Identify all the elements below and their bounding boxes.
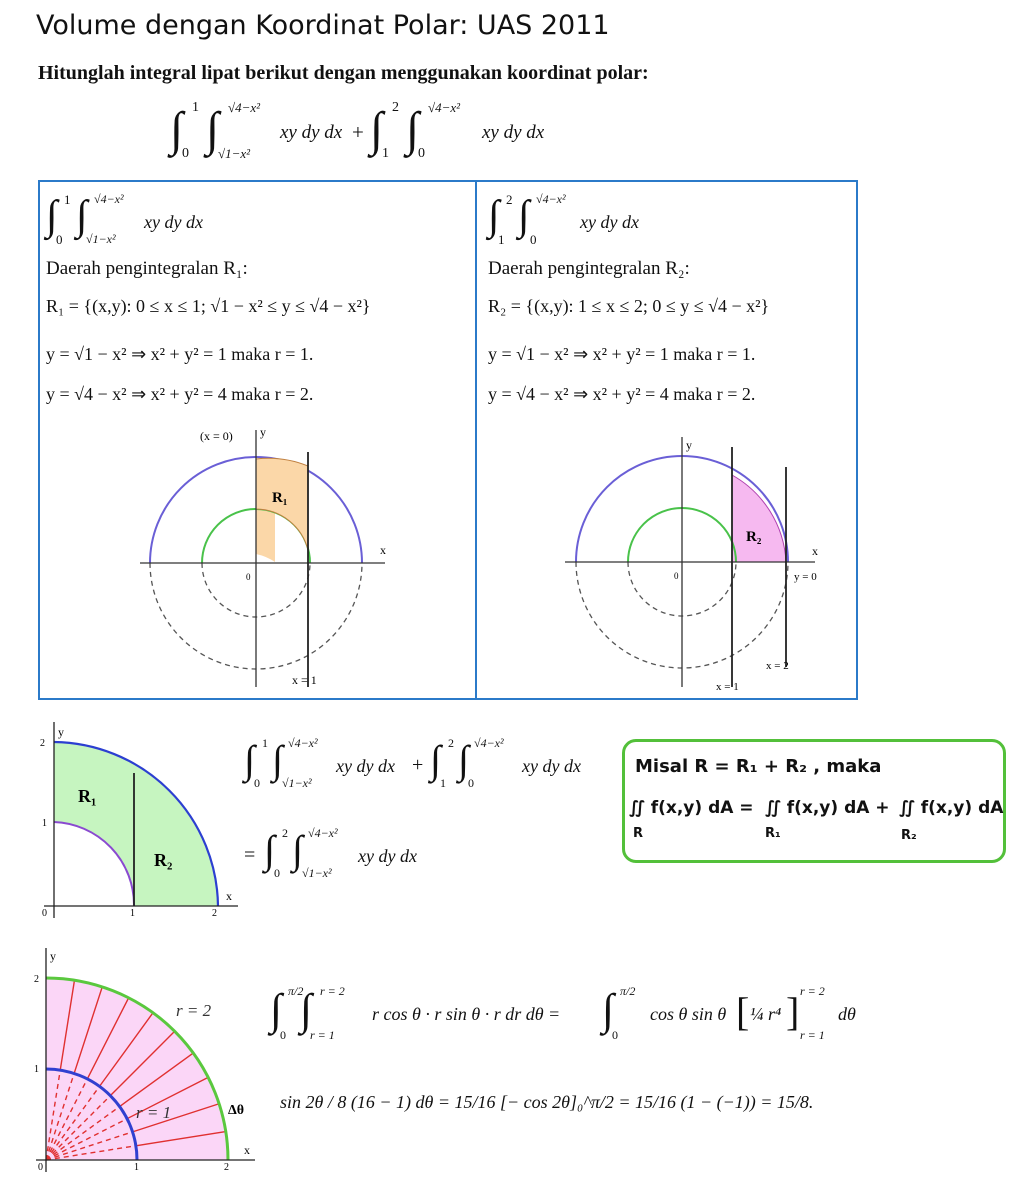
box-divider [475, 182, 477, 698]
integrand: xy dy dx [280, 122, 343, 143]
svg-text:2: 2 [34, 974, 39, 985]
axis-x: x [380, 543, 386, 557]
left-region-heading: Daerah pengintegralan R₁: [46, 258, 248, 279]
polar-graph [30, 944, 260, 1174]
axis-x: x [244, 1143, 250, 1157]
integral-sign-icon: ∫ [370, 103, 384, 156]
right-integral: ∫ 2 1 ∫ √4−x² 0 xy dy dx [488, 192, 639, 247]
integral-sign-icon: ∫ [206, 103, 220, 156]
svg-text:0: 0 [38, 1162, 43, 1173]
svg-text:1: 1 [134, 1162, 139, 1173]
svg-text:1: 1 [34, 1064, 39, 1075]
note-mid: ∬ f(x,y) dA + [765, 798, 890, 818]
page-title: Volume dengan Koordinat Polar: UAS 2011 [36, 10, 610, 41]
region-r1-label: R₁ [272, 490, 288, 506]
note-lhs: ∬ f(x,y) dA = [629, 798, 754, 818]
y0-label: y = 0 [794, 571, 817, 583]
origin: 0 [674, 571, 679, 581]
limit: 1 [382, 146, 389, 161]
axis-x: x [812, 544, 818, 558]
svg-text:1: 1 [42, 818, 47, 829]
origin: 0 [246, 572, 251, 582]
integral-sign-icon: ∫ [406, 103, 420, 156]
limit: 2 [392, 100, 399, 115]
combined-graph [30, 718, 245, 918]
limit: 0 [182, 146, 189, 161]
left-integral: ∫ 1 0 ∫ √4−x² √1−x² xy dy dx [46, 192, 203, 247]
regions-box [38, 180, 858, 700]
r2-label: r = 2 [176, 1001, 212, 1020]
limit: 0 [418, 146, 425, 161]
polar-eq1: ∫ π/2 0 ∫ r = 2 r = 1 r cos θ · r sin θ · r dr dθ = ∫ π/2 0 cos θ sin θ [ ¼ r⁴ ] r = 2 r = 1 dθ [270, 984, 856, 1042]
right-graph [510, 437, 830, 695]
r1-label: r = 1 [136, 1103, 172, 1122]
svg-text:2: 2 [224, 1162, 229, 1173]
integrand: xy dy dx [482, 122, 545, 143]
svg-text:2: 2 [40, 738, 45, 749]
right-line1: y = √1 − x² ⇒ x² + y² = 1 maka r = 1. [488, 344, 756, 364]
line-x2-label: x = 2 [766, 660, 789, 672]
note-line1: Misal R = R₁ + R₂ , maka [635, 756, 882, 777]
svg-text:2: 2 [212, 908, 217, 918]
combined-eq1: ∫ 1 0 ∫ √4−x² √1−x² xy dy dx + ∫ 2 1 ∫ √4−x² 0 xy dy dx [244, 736, 581, 790]
axis-y: y [260, 425, 266, 439]
limit: 1 [192, 100, 199, 115]
left-line1: y = √1 − x² ⇒ x² + y² = 1 maka r = 1. [46, 344, 314, 364]
line-x1-label: x = 1 [292, 673, 317, 687]
region-r2-label: R₂ [746, 529, 762, 545]
left-region-def: R₁ = {(x,y): 0 ≤ x ≤ 1; √1 − x² ≤ y ≤ √4 − x²} [46, 296, 371, 316]
left-line2: y = √4 − x² ⇒ x² + y² = 4 maka r = 2. [46, 384, 314, 404]
limit: √4−x² [228, 100, 261, 115]
main-integral [170, 100, 590, 170]
left-graph [100, 422, 400, 692]
polar-eq2: sin 2θ / 8 (16 − 1) dθ = 15/16 [− cos 2θ]₀^π/2 = 15/16 (1 − (−1)) = 15/8. [280, 1092, 814, 1112]
svg-text:0: 0 [42, 908, 47, 918]
integral-sign-icon: ∫ [170, 103, 184, 156]
limit: √4−x² [428, 100, 461, 115]
combined-eq2: = ∫ 2 0 ∫ √4−x² √1−x² xy dy dx [244, 826, 417, 880]
limit: √1−x² [218, 146, 251, 161]
region-r2-label: R₂ [154, 850, 173, 870]
svg-text:1: 1 [130, 908, 135, 918]
line-x1-label: x = 1 [716, 681, 739, 693]
y-axis-label: (x = 0) [200, 429, 233, 443]
right-region-heading: Daerah pengintegralan R₂: [488, 258, 690, 279]
region-r1-label: R₁ [78, 786, 97, 806]
right-region-def: R₂ = {(x,y): 1 ≤ x ≤ 2; 0 ≤ y ≤ √4 − x²} [488, 296, 770, 316]
dtheta-label: Δθ [228, 1103, 245, 1118]
note-box: Misal R = R₁ + R₂ , maka ∬ f(x,y) dA = R ∬ f(x,y) dA + R₁ ∬ f(x,y) dA R₂ [622, 739, 1006, 863]
right-line2: y = √4 − x² ⇒ x² + y² = 4 maka r = 2. [488, 384, 756, 404]
axis-y: y [50, 949, 56, 963]
instruction-text: Hitunglah integral lipat berikut dengan menggunakan koordinat polar: [38, 62, 649, 84]
axis-y: y [686, 438, 692, 452]
axis-x: x [226, 889, 232, 903]
plus: + [352, 120, 364, 144]
note-rhs: ∬ f(x,y) dA [899, 798, 1004, 818]
axis-y: y [58, 725, 64, 739]
